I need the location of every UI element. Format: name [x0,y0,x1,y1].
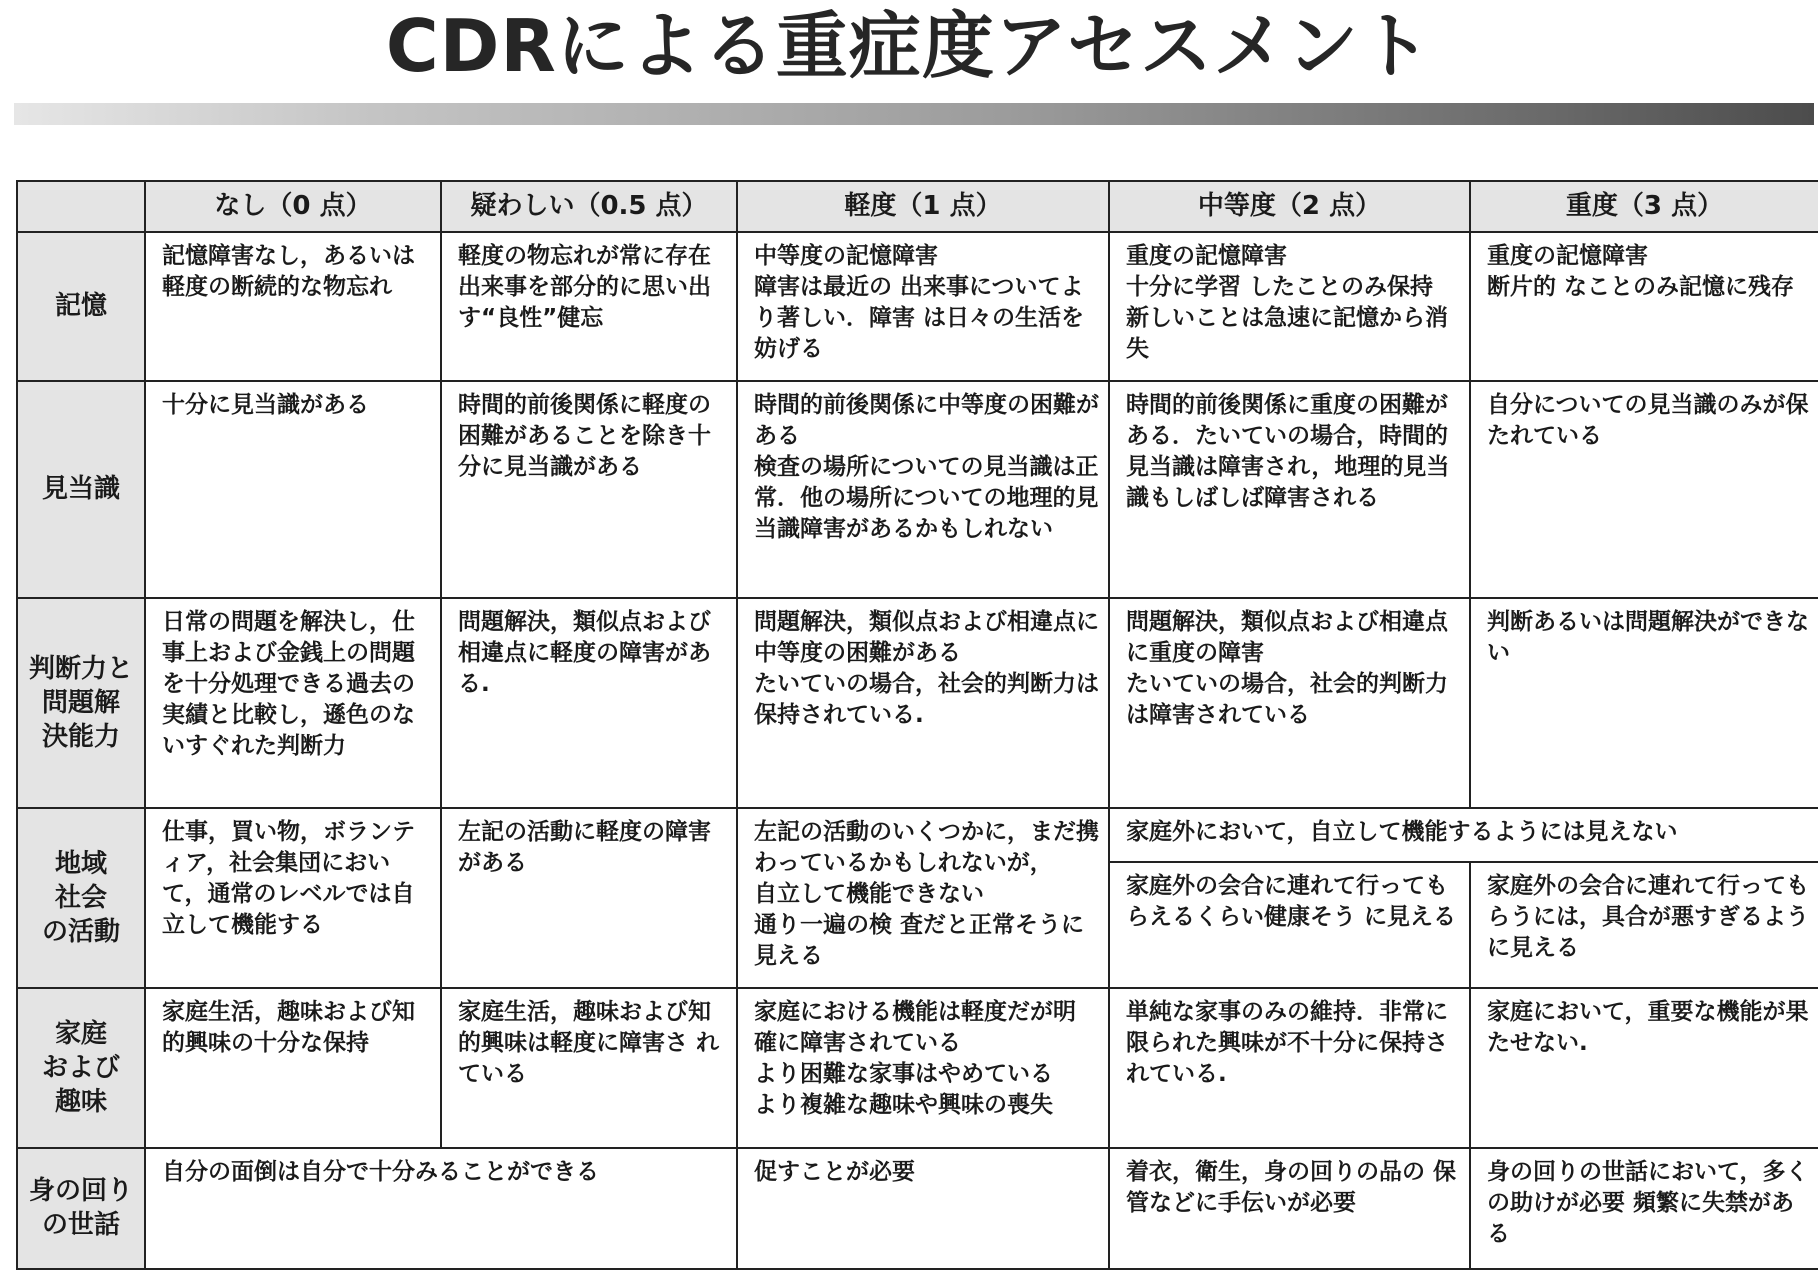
row-label-line: 趣味 [54,1086,107,1117]
cell-line: 左記の活動のいくつかに，まだ携わっているかもしれないが， [754,818,1099,876]
cell-line: 断片的 なことのみ記憶に残存 [1487,273,1795,300]
cell-line: 家庭における機能は軽度だが明 確に障害されている [754,998,1076,1056]
cell-selfcare-none-questionable: 自分の面倒は自分で十分みることができる [145,1148,737,1269]
header-row [17,181,1818,232]
row-label-line: 身の回り [28,1176,133,1207]
row-label-home [17,988,145,1148]
cell-home-moderate: 単純な家事のみの維持．非常に限られた興味が不十分に保持されている. [1109,988,1470,1148]
row-label-judgment [17,598,145,808]
cell-judgment-questionable: 問題解決，類似点および相違点に軽度の障害がある. [441,598,737,808]
cell-home-severe: 家庭において，重要な機能が果たせない. [1470,988,1818,1148]
cell-memory-severe [1470,232,1818,382]
cell-memory-none: 記憶障害なし，あるいは 軽度の断続的な物忘れ [145,232,441,382]
row-label-selfcare [17,1148,145,1269]
header-moderate: 中等度（2 点） [1109,181,1470,232]
cell-line: 十分に学習 したことのみ保持 [1126,273,1434,300]
cell-line: たいていの場合，社会的判断力は保持されている. [754,670,1099,728]
row-label-line: の世話 [41,1210,120,1241]
cell-judgment-moderate [1109,598,1470,808]
cell-judgment-none: 日常の問題を解決し，仕事上および金銭上の問題を十分処理できる過去の実績と比較し，遜色のないすぐれた判断力 [145,598,441,808]
cell-orientation-questionable: 時間的前後関係に軽度の困難があることを除き十分に見当識がある [441,381,737,597]
row-label-line: 家庭 [54,1018,107,1049]
cell-community-mild [737,808,1109,988]
header-mild: 軽度（1 点） [737,181,1109,232]
cell-home-questionable: 家庭生活，趣味および知 的興味は軽度に障害さ れている [441,988,737,1148]
cell-line: 問題解決，類似点および相違点に重度の障害 [1126,608,1448,666]
cell-orientation-moderate: 時間的前後関係に重度の困難がある．たいていの場合，時間的見当識は障害され，地理的見当識もしばしば障害される [1109,381,1470,597]
cell-selfcare-moderate: 着衣，衛生，身の回りの品の 保管などに手伝いが必要 [1109,1148,1470,1269]
row-orientation [17,381,1818,597]
row-label-line: 問題解 [41,687,120,718]
row-label-line: および [41,1052,120,1083]
row-memory [17,232,1818,382]
cell-community-none: 仕事，買い物，ボランティア，社会集団において，通常のレベルでは自立して機能する [145,808,441,988]
cell-line: 新しいことは急速に記憶から消失 [1126,304,1448,362]
header-none: なし（0 点） [145,181,441,232]
cell-memory-moderate [1109,232,1470,382]
cell-line: 時間的前後関係に中等度の困難がある [754,392,1099,450]
cell-community-moderate: 家庭外の会合に連れて行ってもらえるくらい健康そう に見える [1109,862,1470,987]
cell-orientation-severe: 自分についての見当識のみが保たれている [1470,381,1818,597]
cell-judgment-severe: 判断あるいは問題解決ができない [1470,598,1818,808]
title-underline-bar [14,103,1814,125]
header-questionable: 疑わしい（0.5 点） [441,181,737,232]
cell-line: より複雑な趣味や興味の喪失 [754,1091,1053,1118]
cell-judgment-mild [737,598,1109,808]
page-title: CDRによる重症度アセスメント [385,4,1433,88]
cell-line: 中等度の記憶障害 [754,242,938,269]
row-community [17,808,1818,863]
cell-memory-questionable: 軽度の物忘れが常に存在出来事を部分的に思い出す“良性”健忘 [441,232,737,382]
row-label-orientation: 見当識 [17,381,145,597]
row-label-memory: 記憶 [17,232,145,382]
row-label-line: の活動 [41,916,120,947]
row-label-line: 判断力と [28,653,133,684]
cell-memory-mild [737,232,1109,382]
cell-orientation-mild [737,381,1109,597]
row-judgment [17,598,1818,808]
row-label-line: 地域 [54,848,107,879]
cell-orientation-none: 十分に見当識がある [145,381,441,597]
row-label-community [17,808,145,988]
cell-home-none: 家庭生活，趣味および知的興味の十分な保持 [145,988,441,1148]
cell-line: 重度の記憶障害 [1126,242,1287,269]
cell-selfcare-severe: 身の回りの世話において，多くの助けが必要 頻繁に失禁がある [1470,1148,1818,1269]
cell-line: 問題解決，類似点および相違点に中等度の困難がある [754,608,1099,666]
cell-line: 障害は最近の 出来事についてより著しい．障害 は日々の生活を妨げる [754,273,1085,362]
cell-home-mild [737,988,1109,1148]
header-severe: 重度（3 点） [1470,181,1818,232]
cell-line: 自立して機能できない [754,880,984,907]
cell-line: 重度の記憶障害 [1487,242,1648,269]
row-selfcare [17,1148,1818,1269]
cell-line: 検査の場所についての見当識は正常．他の場所についての地理的見当識障害があるかもしれない [754,454,1099,543]
cell-community-moderate-severe-banner: 家庭外において，自立して機能するようには見えない [1109,808,1818,863]
cell-line: たいていの場合，社会的判断力は障害されている [1126,670,1448,728]
header-corner [17,181,145,232]
cell-community-severe: 家庭外の会合に連れて行ってもらうには，具合が悪すぎるように見える [1470,862,1818,987]
cell-line: 通り一遍の検 査だと正常そうに見える [754,911,1085,969]
cell-line: より困難な家事はやめている [754,1060,1053,1087]
cell-community-questionable: 左記の活動に軽度の障害がある [441,808,737,988]
row-home [17,988,1818,1148]
cdr-assessment-table [16,180,1818,1270]
cell-selfcare-mild: 促すことが必要 [737,1148,1109,1269]
row-label-line: 社会 [54,882,107,913]
row-label-line: 決能力 [41,721,120,752]
